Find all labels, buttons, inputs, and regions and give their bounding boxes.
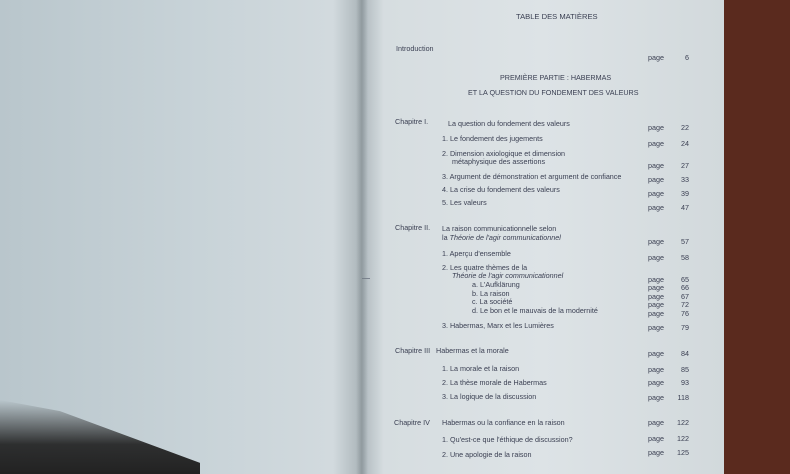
page-word: page <box>648 139 664 148</box>
page-number: 57 <box>681 237 689 246</box>
page-number: 58 <box>681 253 689 262</box>
toc-item: 1. Le fondement des jugements <box>442 134 543 143</box>
toc-item: 3. La logique de la discussion <box>442 392 537 401</box>
page-number: 79 <box>681 323 689 332</box>
page-word: page <box>648 123 664 132</box>
page-word: page <box>648 365 664 374</box>
toc-item: 1. La morale et la raison <box>442 364 520 373</box>
chapter-label: Chapitre III <box>395 346 431 355</box>
toc-subitem: a. L'Aufklärung <box>472 280 520 289</box>
chapter-label: Chapitre I. <box>395 117 429 126</box>
intro-label: Introduction <box>396 44 434 53</box>
page-number: 24 <box>681 139 689 148</box>
page-number: 85 <box>681 365 689 374</box>
page-word: page <box>648 418 664 427</box>
chapter-label: Chapitre IV <box>394 418 430 427</box>
page-word: page <box>648 323 664 332</box>
page-number: 66 <box>681 283 689 292</box>
chapter-title-prefix: la <box>442 233 448 242</box>
toc-subitem: d. Le bon et le mauvais de la modernité <box>472 306 598 315</box>
page-number: 93 <box>681 378 689 387</box>
toc-item: 1. Aperçu d'ensemble <box>442 249 511 258</box>
page-word: page <box>648 283 664 292</box>
toc-subitem: b. La raison <box>472 289 510 298</box>
page-word: page <box>648 309 664 318</box>
toc-page <box>362 0 724 474</box>
page-number: 6 <box>685 53 689 62</box>
toc-item: 2. La thèse morale de Habermas <box>442 378 547 387</box>
page-word: page <box>648 275 664 284</box>
page-number: 39 <box>681 189 689 198</box>
chapter-title: Habermas ou la confiance en la raison <box>442 418 565 427</box>
toc-item: 2. Les quatre thèmes de la <box>442 263 528 272</box>
page-number: 33 <box>681 175 689 184</box>
toc-item: 1. Qu'est-ce que l'éthique de discussion? <box>442 435 573 444</box>
page-word: page <box>648 53 664 62</box>
toc-item: 5. Les valeurs <box>442 198 487 207</box>
book-gutter <box>356 0 368 474</box>
chapter-label: Chapitre II. <box>395 223 431 232</box>
page-number: 84 <box>681 349 689 358</box>
toc-item: 4. La crise du fondement des valeurs <box>442 185 560 194</box>
page-number: 47 <box>681 203 689 212</box>
toc-item-cont: métaphysique des assertions <box>452 157 546 166</box>
page-word: page <box>648 434 664 443</box>
toc-item: 2. Dimension axiologique et dimension <box>442 149 566 158</box>
page-word: page <box>648 378 664 387</box>
page-number: 118 <box>677 393 689 402</box>
page-word: page <box>648 175 664 184</box>
page-word: page <box>648 300 664 309</box>
page-word: page <box>648 448 664 457</box>
page-number: 76 <box>681 309 689 318</box>
page-number: 122 <box>677 418 689 427</box>
left-blank-page <box>0 0 362 474</box>
book-title: Théorie de l'agir communicationnel <box>452 271 564 280</box>
page-number: 67 <box>681 292 689 301</box>
toc-item: 2. Une apologie de la raison <box>442 450 532 459</box>
page-word: page <box>648 161 664 170</box>
page-number: 122 <box>677 434 689 443</box>
part-title-line2: ET LA QUESTION DU FONDEMENT DES VALEURS <box>468 88 639 97</box>
toc-item: 3. Habermas, Marx et les Lumières <box>442 321 554 330</box>
page-word: page <box>648 349 664 358</box>
toc-subitem: c. La société <box>472 297 513 306</box>
page-number: 65 <box>681 275 689 284</box>
page-word: page <box>648 203 664 212</box>
book-title: Théorie de l'agir communicationnel <box>449 233 561 242</box>
toc-item: 3. Argument de démonstration et argument de confiance <box>442 172 622 181</box>
page-number: 125 <box>677 448 689 457</box>
page-word: page <box>648 393 664 402</box>
page-word: page <box>648 189 664 198</box>
chapter-title-cont <box>442 233 561 242</box>
chapter-title: Habermas et la morale <box>436 346 509 355</box>
page-word: page <box>648 253 664 262</box>
chapter-title: La raison communicationnelle selon <box>442 224 557 233</box>
page-number: 27 <box>681 161 689 170</box>
page-title: TABLE DES MATIÈRES <box>516 12 598 21</box>
page-word: page <box>648 237 664 246</box>
page-word: page <box>648 292 664 301</box>
part-title-line1: PREMIÈRE PARTIE : HABERMAS <box>500 73 612 82</box>
chapter-title: La question du fondement des valeurs <box>448 119 570 128</box>
page-number: 72 <box>681 300 689 309</box>
page-number: 22 <box>681 123 689 132</box>
